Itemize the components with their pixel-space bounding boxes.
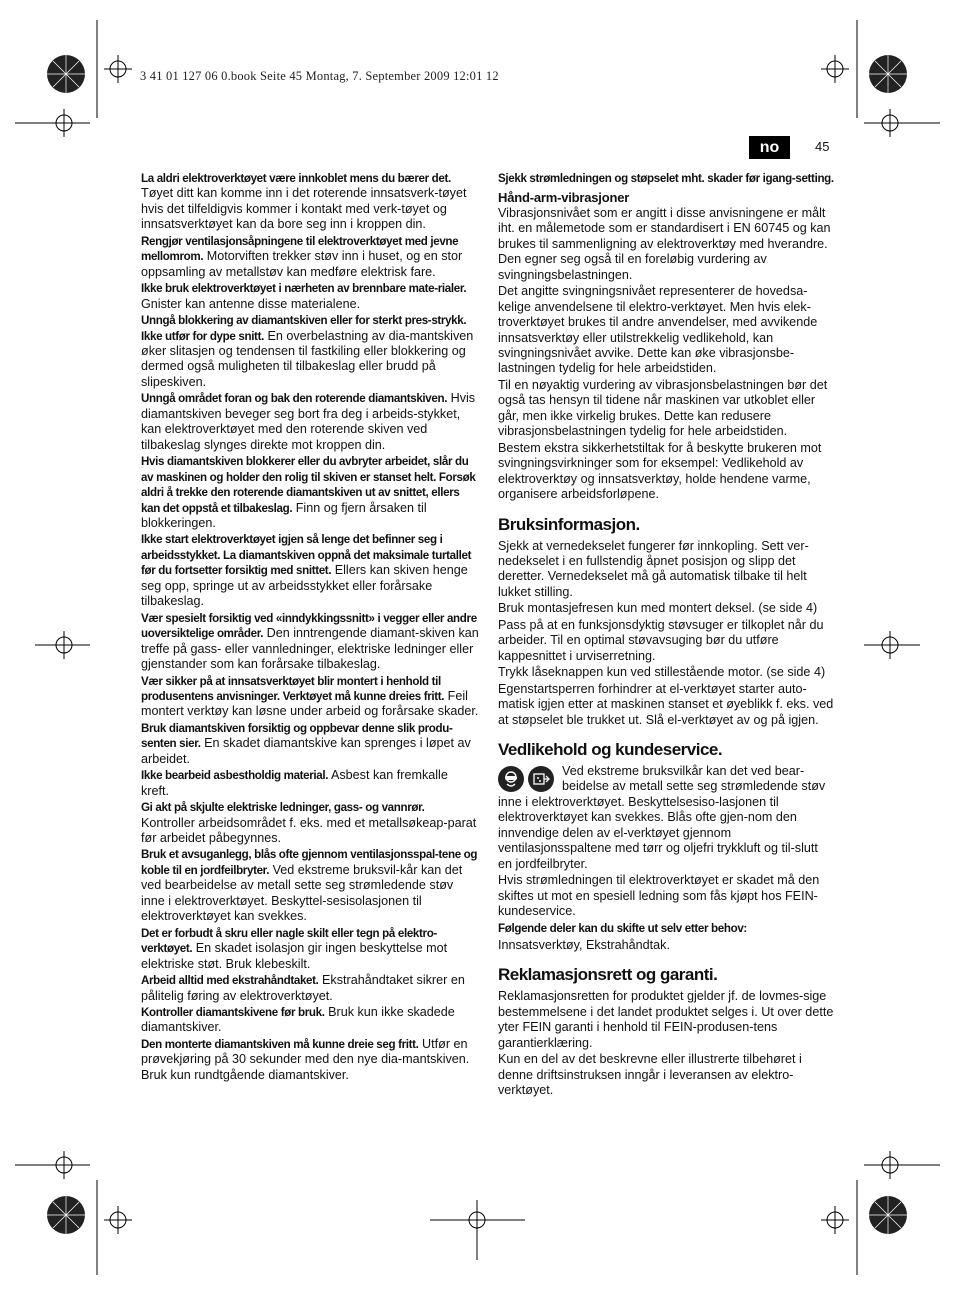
safety-instruction-bold: Kontroller diamantskivene før bruk. bbox=[141, 1006, 325, 1020]
eye-protection-icon bbox=[498, 766, 524, 792]
safety-instruction bbox=[141, 234, 479, 280]
usage-text bbox=[498, 539, 834, 728]
safety-instruction-bold: Unngå blokkering av diamantskiven eller for sterkt pres-strykk. Ikke utfør for dype snitt. bbox=[141, 314, 467, 343]
safety-instruction bbox=[141, 1005, 479, 1036]
safety-instruction-bold: Bruk diamantskiven forsiktig og oppbevar denne slik produ-senten sier. bbox=[141, 721, 453, 751]
safety-instruction-text: En skadet isolasjon gir ingen beskyttelse mot elektriske støt. Bruk klebeskilt. bbox=[141, 941, 448, 971]
safety-instruction bbox=[141, 768, 479, 799]
safety-instruction bbox=[141, 847, 479, 924]
warranty-paragraph: Reklamasjonsretten for produktet gjelder jf. de lovmes-sige bestemmelsene i det landet produktet selges i. Ut over dette yter FEIN garanti i henhold til FEIN-produsen-tens garantierklæring. bbox=[498, 989, 834, 1050]
replaceable-parts-label: Følgende deler kan du skifte ut selv etter behov: bbox=[498, 922, 747, 936]
maintenance-paragraph: Ved ekstreme bruksvilkår kan det ved bear-beidelse av metall sette seg strømledende støv inne i elektroverktøyet. Beskyttelsesiso-lasjonen til elektroverktøyet kan svekkes. Blås ofte gjen-nom den innvendige delen av el-verktøyet gjennom ventilasjonsspaltene med tørr og oljefri trykkluft og til-slutt en jordfeilbryter. bbox=[498, 763, 826, 871]
safety-instruction bbox=[141, 171, 479, 233]
safety-instruction-text: Feil montert verktøy kan løsne under arbeid og forårsake skader. bbox=[141, 688, 479, 719]
safety-instruction-bold: Hvis diamantskiven blokkerer eller du avbryter arbeidet, slår du av maskinen og holder den rolig til skiven er stanset helt. Forsøk aldri å trekke den roterende diamantskiven ut av snittet, ellers kan det oppstå et tilbakeslag. bbox=[141, 455, 476, 515]
safety-instruction-text: Motorviften trekker støv inn i huset, og en stor oppsamling av metallstøv kan medføre elektrisk fare. bbox=[141, 249, 463, 279]
cord-check-note: Sjekk strømledningen og støpselet mht. skader før igang-setting. bbox=[498, 172, 834, 185]
dust-extraction-icon bbox=[528, 766, 554, 792]
safety-instruction bbox=[141, 391, 479, 453]
safety-instruction bbox=[141, 1037, 479, 1083]
vibration-paragraph: Bestem ekstra sikkerhetstiltak for å beskytte brukeren mot svingningsvirkninger som for eksempel: Vedlikehold av elektroverktøy og innsatsverktøy, holde hendene varme, organisere arbeidsforløpene. bbox=[498, 440, 822, 502]
safety-instruction-text: Bruk kun ikke skadede diamantskiver. bbox=[141, 1005, 455, 1035]
maintenance-block bbox=[498, 764, 834, 920]
safety-instruction bbox=[141, 674, 479, 720]
safety-instruction-text: En overbelastning av dia-mantskiven øker slitasjen og tendensen til fastkiling eller blokkering og dermed også muligheten til tilbakeslag eller brudd på slipeskiven. bbox=[141, 328, 474, 389]
safety-instruction-text: En skadet diamantskive kan sprenges i løpet av arbeidet. bbox=[141, 736, 471, 766]
safety-instruction-text: Ellers kan skiven henge seg opp, springe ut av arbeidsstykket eller forårsake tilbakeslag. bbox=[141, 563, 468, 609]
safety-instruction-bold: Unngå området foran og bak den roterende diamantskiven. bbox=[141, 392, 448, 406]
book-slug: 3 41 01 127 06 0.book Seite 45 Montag, 7. September 2009 12:01 12 bbox=[140, 69, 499, 83]
maintenance-icons bbox=[498, 766, 554, 792]
safety-instruction bbox=[141, 313, 479, 390]
safety-instruction-text: Ekstrahåndtaket sikrer en pålitelig føring av elektroverktøyet. bbox=[141, 973, 465, 1003]
safety-instruction-bold: Vær sikker på at innsatsverktøyet blir montert i henhold til produsentens anvisninger. Verktøyet må kunne dreies fritt. bbox=[141, 674, 445, 703]
safety-instruction-bold: Vær spesielt forsiktig ved «inndykkingssnitt» i vegger eller andre uoversiktelige områder. bbox=[141, 611, 477, 641]
safety-instruction bbox=[141, 281, 479, 312]
safety-instruction-text: Gnister kan antenne disse materialene. bbox=[141, 296, 361, 311]
safety-instruction-text: Utfør en prøvekjøring på 30 sekunder med den nye dia-mantskiven. Bruk kun rundtgående diamantskiver. bbox=[141, 1036, 470, 1082]
safety-instruction-text: Ved ekstreme bruksvil-kår kan det ved bearbeidelse av metall sette seg strømledende støv inne i elektroverktøyet. Beskyttel-sesisolasjonen til elektroverktøyet kan svekkes. bbox=[141, 862, 463, 924]
safety-instruction-bold: Gi akt på skjulte elektriske ledninger, gass- og vannrør. bbox=[141, 801, 425, 815]
safety-instruction-bold: Rengjør ventilasjonsåpningene til elektroverktøyet med jevne mellomrom. bbox=[141, 234, 459, 264]
safety-instruction bbox=[141, 800, 479, 846]
safety-instruction-text: Finn og fjern årsaken til blokkeringen. bbox=[141, 500, 427, 530]
usage-paragraph: Egenstartsperren forhindrer at el-verktøyet starter auto-matisk igjen etter at maskinen stanset et øyeblikk f. eks. ved at støpselet ble trukket ut. Slå el-verktøyet av og på igjen. bbox=[498, 681, 834, 727]
safety-instruction bbox=[141, 973, 479, 1004]
maintenance-paragraph: Hvis strømledningen til elektroverktøyet er skadet må den skiftes ut mot en spesiell ledning som fås kjøpt hos FEIN-kundeservice. bbox=[498, 873, 820, 919]
warranty-text bbox=[498, 989, 834, 1098]
vibration-paragraph: Til en nøyaktig vurdering av vibrasjonsbelastningen bør det også tas hensyn til tidene når maskinen var utkoblet eller går, men ikke virkelig brukes. Dette kan redusere vibrasjonsbelastningen tydelig for hele arbeidstiden. bbox=[498, 377, 828, 439]
left-column bbox=[141, 171, 479, 1084]
safety-instruction-bold: Det er forbudt å skru eller nagle skilt eller tegn på elektro-verktøyet. bbox=[141, 926, 437, 956]
vibration-text bbox=[498, 206, 834, 503]
safety-instruction bbox=[141, 532, 479, 609]
usage-paragraph: Bruk montasjefresen kun med montert deksel. (se side 4) bbox=[498, 601, 818, 616]
safety-instruction-bold: Den monterte diamantskiven må kunne dreie seg fritt. bbox=[141, 1037, 419, 1051]
safety-instruction-bold: Arbeid alltid med ekstrahåndtaket. bbox=[141, 974, 319, 988]
usage-paragraph: Pass på at en funksjonsdyktig støvsuger er tilkoplet når du arbeider. Til en optimal støvavsuging bør du utføre kappesnittet i urviserretning. bbox=[498, 617, 824, 663]
safety-instruction-bold: Ikke bruk elektroverktøyet i nærheten av brennbare mate-rialer. bbox=[141, 282, 467, 296]
safety-instruction-bold: Ikke start elektroverktøyet igjen så lenge det befinner seg i arbeidsstykket. La diamantskiven oppnå det maksimale turtallet før du fortsetter forsiktig med snittet. bbox=[141, 533, 472, 578]
safety-instruction-bold: Ikke bearbeid asbestholdig material. bbox=[141, 769, 329, 783]
safety-instruction bbox=[141, 611, 479, 673]
right-column bbox=[498, 171, 834, 1100]
warranty-heading: Reklamasjonsrett og garanti. bbox=[498, 965, 718, 985]
vibration-paragraph: Det angitte svingningsnivået representerer de hovedsa-kelige anvendelsene til elektro-verktøyet. Men hvis elek-troverktøyet brukes til andre anvendelser, med avvikende innsatsverktøy eller utilstrekkelig vedlikehold, kan svingningsnivået avvike. Dette kan øke vibrasjonsbe-lastningen tydelig for hele arbeidstiden. bbox=[498, 284, 818, 376]
usage-paragraph: Trykk låseknappen kun ved stillestående motor. (se side 4) bbox=[498, 665, 826, 680]
safety-instruction-bold: Bruk et avsuganlegg, blås ofte gjennom ventilasjonsspal-tene og koble til en jordfeilbryter. bbox=[141, 848, 478, 877]
usage-paragraph: Sjekk at vernedekselet fungerer før innkopling. Sett ver-nedekselet i en fullstendig åpnet posisjon og slipp det deretter. Vernedekselet må gå automatisk tilbake til helt lukket stilling. bbox=[498, 538, 809, 599]
safety-instruction bbox=[141, 926, 479, 972]
safety-instruction-text: Kontroller arbeidsområdet f. eks. med et metallsøkeap-parat før arbeidet påbegynnes. bbox=[141, 815, 477, 846]
vibration-paragraph: Vibrasjonsnivået som er angitt i disse anvisningene er målt iht. en målemetode som er standardisert i EN 60745 og kan brukes til sammenligning av elektroverktøy med hverandre. Den egner seg også til en foreløbig vurdering av svingningsbelastningen. bbox=[498, 205, 831, 282]
safety-instruction-text: Hvis diamantskiven beveger seg bort fra deg i arbeids-stykket, kan elektroverktøyet med den roterende skiven ved tilbakeslag slynges direkte mot kroppen din. bbox=[141, 391, 476, 452]
safety-instruction bbox=[141, 454, 479, 531]
maintenance-heading: Vedlikehold og kundeservice. bbox=[498, 739, 723, 759]
replaceable-parts: Innsatsverktøy, Ekstrahåndtak. bbox=[498, 937, 670, 952]
safety-instruction-text: Tøyet ditt kan komme inn i det roterende innsatsverk-tøyet hvis det tilfeldigvis kommer i kontakt med verk-tøyet og innsatsverktøyet kan da bore seg inn i kroppen din. bbox=[141, 186, 467, 232]
safety-instruction-text: Den inntrengende diamant-skiven kan treffe på gass- eller vannledninger, elektriske ledninger eller gjenstander som kan forårsake tilbakeslag. bbox=[141, 626, 479, 672]
safety-instruction-text: Asbest kan fremkalle kreft. bbox=[141, 768, 448, 798]
page-number: 45 bbox=[815, 139, 830, 154]
vibration-heading: Hånd-arm-vibrasjoner bbox=[498, 190, 630, 206]
warranty-paragraph: Kun en del av det beskrevne eller illustrerte tilbehøret i denne driftsinstruksen inngår i leveransen av elektro-verktøyet. bbox=[498, 1052, 802, 1098]
safety-instruction bbox=[141, 721, 479, 767]
safety-instruction-bold: La aldri elektroverktøyet være innkoblet mens du bærer det. bbox=[141, 172, 451, 185]
language-tab: no bbox=[749, 136, 790, 159]
usage-heading: Bruksinformasjon. bbox=[498, 514, 640, 534]
